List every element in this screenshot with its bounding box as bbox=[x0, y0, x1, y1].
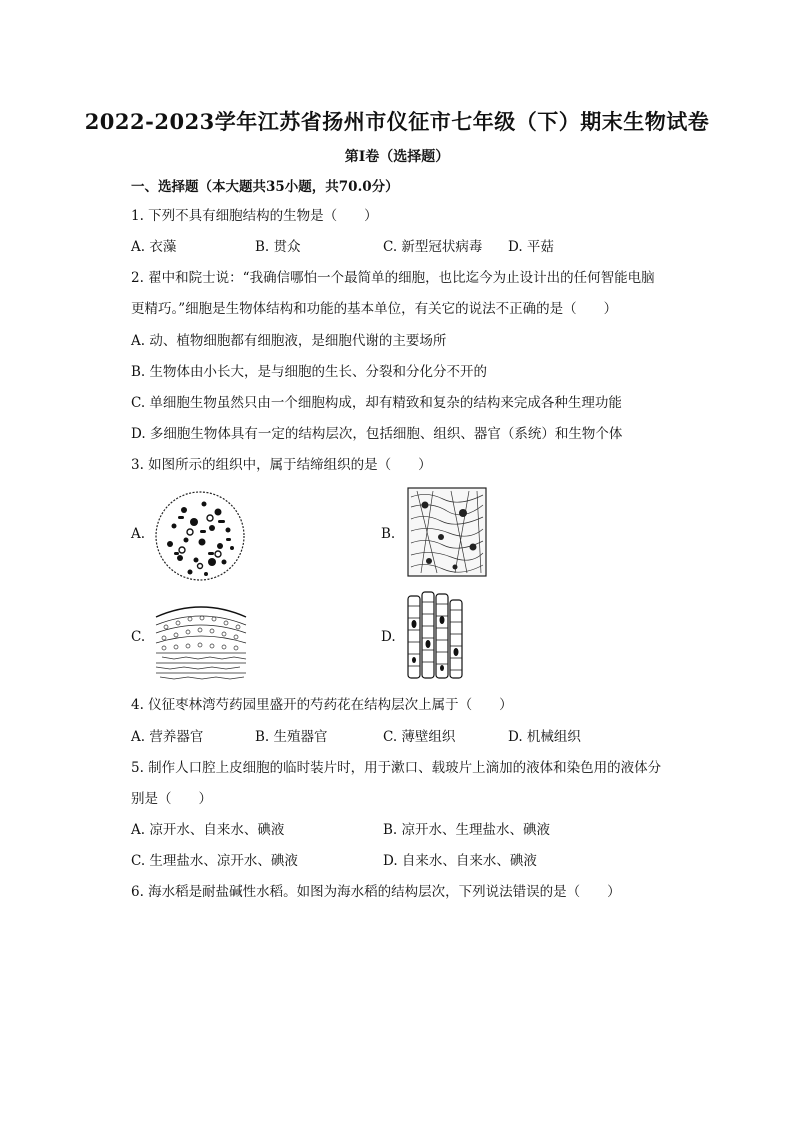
section-heading: 一、选择题（本大题共35小题，共70.0分） bbox=[131, 179, 399, 195]
q2-option-d: D. 多细胞生物体具有一定的结构层次，包括细胞、组织、器官（系统）和生物个体 bbox=[131, 426, 623, 442]
q4-option-b: B. 生殖器官 bbox=[255, 729, 328, 745]
q2-option-b: B. 生物体由小长大，是与细胞的生长、分裂和分化分不开的 bbox=[131, 364, 488, 380]
question-1-stem: 1. 下列不具有细胞结构的生物是（ ） bbox=[131, 208, 378, 224]
q5-option-c: C. 生理盐水、凉开水、碘液 bbox=[131, 853, 298, 869]
blood-tissue-figure bbox=[154, 490, 246, 586]
q5-option-a: A. 凉开水、自来水、碘液 bbox=[131, 822, 285, 838]
question-6-stem: 6. 海水稻是耐盐碱性水稻。如图为海水稻的结构层次，下列说法错误的是（ ） bbox=[131, 884, 621, 900]
q5-option-b: B. 凉开水、生理盐水、碘液 bbox=[383, 822, 551, 838]
question-2-stem-line-2: 更精巧。”细胞是生物体结构和功能的基本单位，有关它的说法不正确的是（ ） bbox=[131, 301, 618, 317]
q4-option-c: C. 薄壁组织 bbox=[383, 729, 456, 745]
q3-figure-label-b: B. bbox=[381, 526, 396, 542]
question-5-stem-line-2: 别是（ ） bbox=[131, 791, 212, 807]
q3-figure-label-a: A. bbox=[131, 526, 146, 542]
question-5-stem-line-1: 5. 制作人口腔上皮细胞的临时装片时，用于漱口、载玻片上滴加的液体和染色用的液体分 bbox=[131, 760, 662, 776]
connective-tissue-figure bbox=[407, 487, 487, 581]
part-title: 第I卷（选择题） bbox=[344, 149, 450, 165]
q4-option-d: D. 机械组织 bbox=[508, 729, 581, 745]
q1-option-c: C. 新型冠状病毒 bbox=[383, 239, 483, 255]
exam-title: 2022-2023学年江苏省扬州市仪征市七年级（下）期末生物试卷 bbox=[84, 109, 710, 134]
q3-figure-label-d: D. bbox=[381, 629, 396, 645]
epithelial-tissue-figure bbox=[154, 599, 248, 685]
question-2-stem-line-1: 2. 翟中和院士说：“我确信哪怕一个最简单的细胞，也比迄今为止设计出的任何智能电脑 bbox=[131, 270, 655, 286]
q2-option-c: C. 单细胞生物虽然只由一个细胞构成，却有精致和复杂的结构来完成各种生理功能 bbox=[131, 395, 622, 411]
q3-figure-label-c: C. bbox=[131, 629, 146, 645]
question-3-stem: 3. 如图所示的组织中，属于结缔组织的是（ ） bbox=[131, 457, 432, 473]
q2-option-a: A. 动、植物细胞都有细胞液，是细胞代谢的主要场所 bbox=[131, 333, 447, 349]
q1-option-b: B. 贯众 bbox=[255, 239, 301, 255]
muscle-tissue-figure bbox=[404, 590, 474, 686]
q1-option-a: A. 衣藻 bbox=[131, 239, 177, 255]
q1-option-d: D. 平菇 bbox=[508, 239, 554, 255]
q5-option-d: D. 自来水、自来水、碘液 bbox=[383, 853, 537, 869]
question-4-stem: 4. 仪征枣林湾芍药园里盛开的芍药花在结构层次上属于（ ） bbox=[131, 697, 513, 713]
q4-option-a: A. 营养器官 bbox=[131, 729, 204, 745]
